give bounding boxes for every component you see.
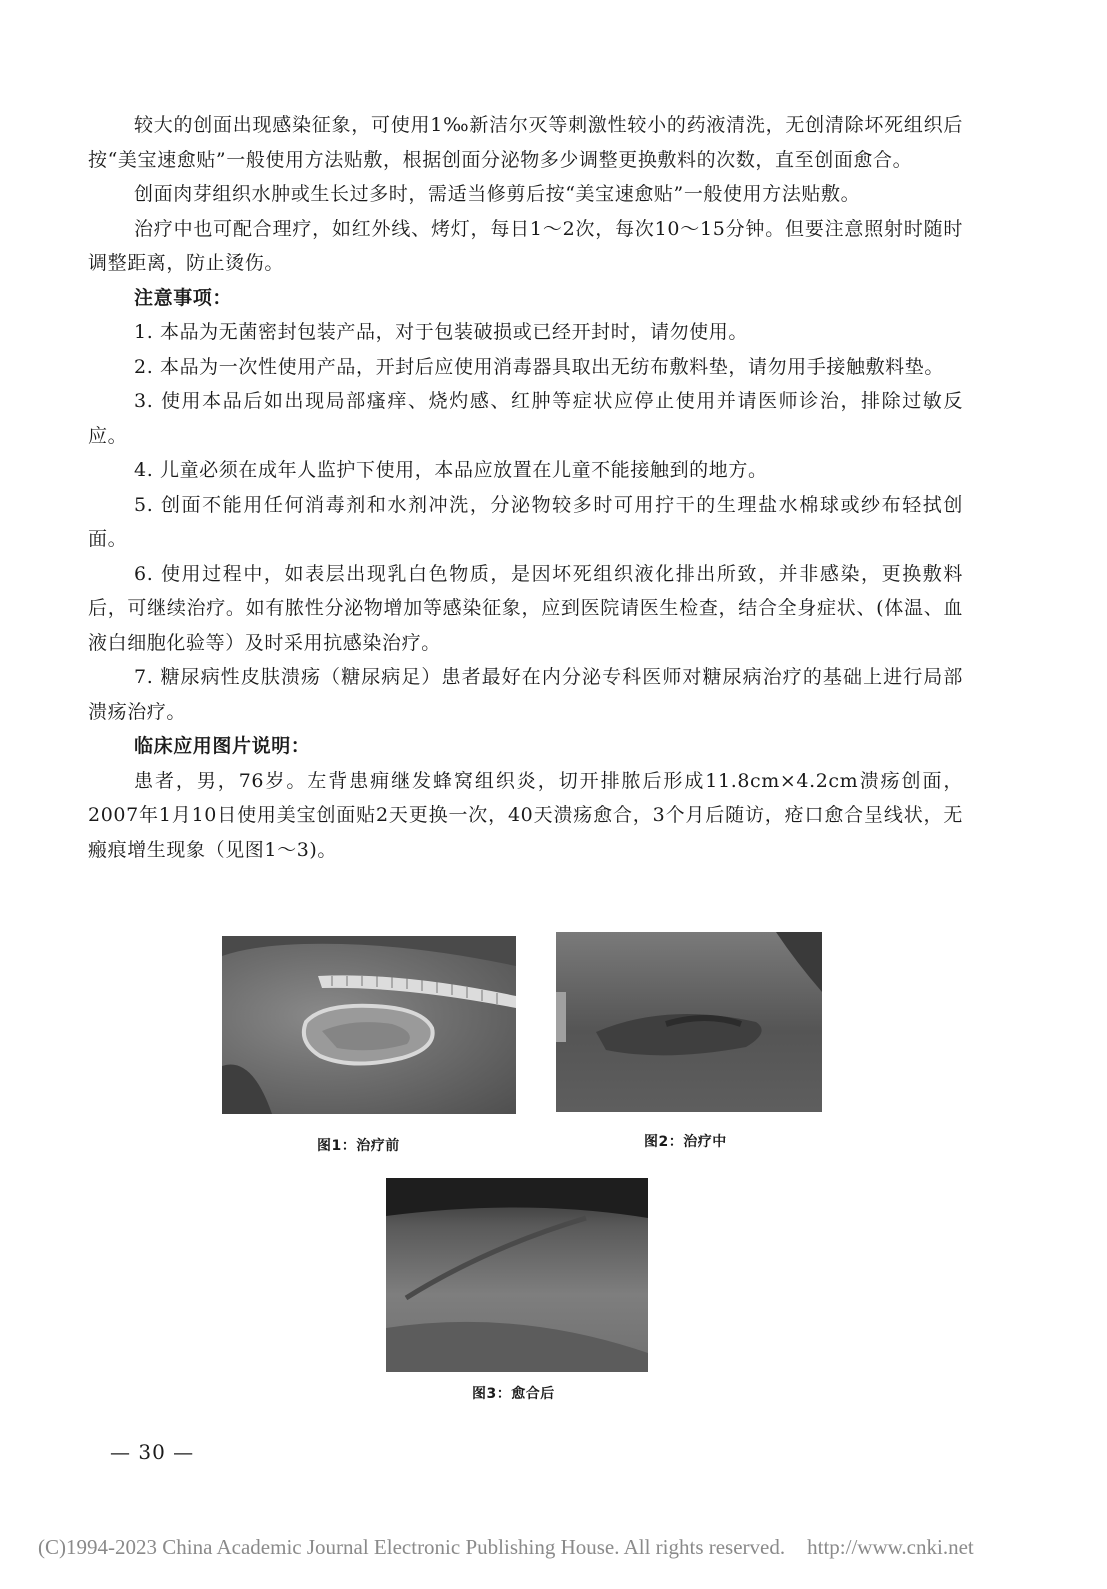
body-text [88,108,963,867]
paragraph: 较大的创面出现感染征象，可使用1‰新洁尔灭等刺激性较小的药液清洗，无创清除坏死组织后按“美宝速愈贴”一般使用方法贴敷，根据创面分泌物多少调整更换敷料的次数，直至创面愈合。 [88,114,963,171]
section-heading-clinical: 临床应用图片说明： [134,735,311,757]
figure-3-photo [386,1178,648,1372]
precaution-item: 7. 糖尿病性皮肤溃疡（糖尿病足）患者最好在内分泌专科医师对糖尿病治疗的基础上进行局部溃疡治疗。 [88,666,963,723]
page-number: — 30 — [110,1440,195,1464]
wound-during-image [556,932,822,1112]
figure-3-caption: 图3：愈合后 [472,1386,555,1402]
figure-2-photo [556,932,822,1112]
copyright-footer [38,1535,974,1560]
precaution-item: 6. 使用过程中，如表层出现乳白色物质，是因坏死组织液化排出所致，并非感染，更换敷料后，可继续治疗。如有脓性分泌物增加等感染征象，应到医院请医生检查，结合全身症状、(体温、血液白细胞化验等）及时采用抗感染治疗。 [88,562,963,654]
paragraph: 创面肉芽组织水肿或生长过多时，需适当修剪后按“美宝速愈贴”一般使用方法贴敷。 [134,183,861,205]
wound-healed-image [386,1178,648,1372]
precaution-item: 4. 儿童必须在成年人监护下使用，本品应放置在儿童不能接触到的地方。 [134,459,768,481]
case-description: 患者，男，76岁。左背患痈继发蜂窝组织炎，切开排脓后形成11.8cm×4.2cm溃疡创面，2007年1月10日使用美宝创面贴2天更换一次，40天溃疡愈合，3个月后随访，疮口愈合呈线状，无瘢痕增生现象（见图1～3)。 [88,769,963,861]
wound-before-image [222,936,516,1114]
copyright-text: (C)1994-2023 China Academic Journal Electronic Publishing House. All rights reserved. [38,1535,786,1559]
paragraph: 治疗中也可配合理疗，如红外线、烤灯，每日1～2次，每次10～15分钟。但要注意照射时随时调整距离，防止烫伤。 [88,217,963,274]
figure-2-caption: 图2：治疗中 [644,1134,727,1150]
precaution-item: 2. 本品为一次性使用产品，开封后应使用消毒器具取出无纺布敷料垫，请勿用手接触敷料垫。 [134,355,944,378]
footer-url[interactable]: http://www.cnki.net [807,1535,974,1559]
figure-1-caption: 图1：治疗前 [317,1138,400,1154]
section-heading-precautions: 注意事项： [134,286,233,309]
precaution-item: 5. 创面不能用任何消毒剂和水剂冲洗，分泌物较多时可用拧干的生理盐水棉球或纱布轻拭创面。 [88,493,963,550]
figure-1-photo [222,936,516,1114]
precaution-item: 1. 本品为无菌密封包装产品，对于包装破损或已经开封时，请勿使用。 [134,321,748,343]
precaution-item: 3. 使用本品后如出现局部瘙痒、烧灼感、红肿等症状应停止使用并请医师诊治，排除过敏反应。 [88,390,963,447]
